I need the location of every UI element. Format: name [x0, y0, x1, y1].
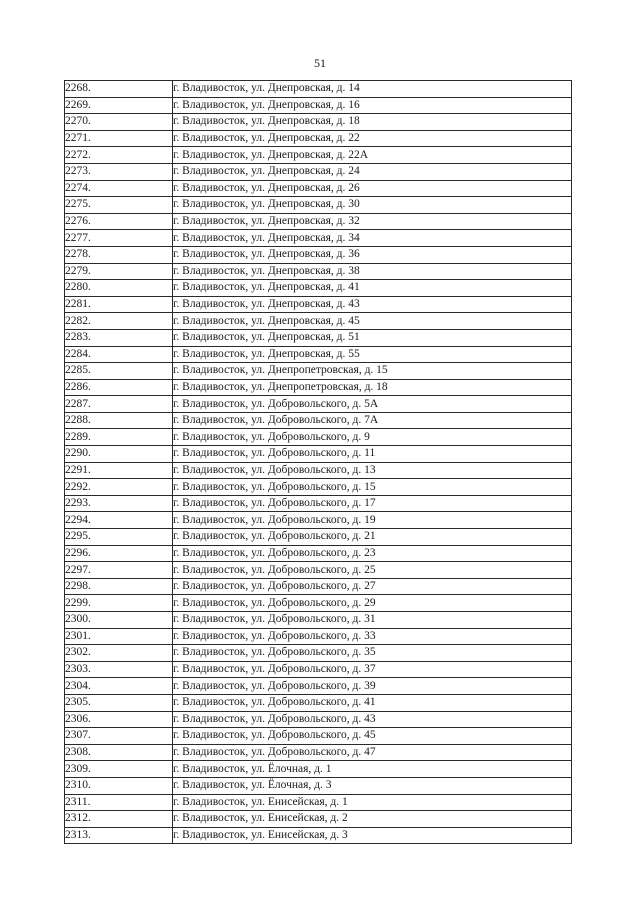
row-number: 2306.: [65, 711, 173, 728]
row-address: г. Владивосток, ул. Днепровская, д. 43: [173, 296, 572, 313]
row-number: 2312.: [65, 811, 173, 828]
row-number: 2313.: [65, 827, 173, 844]
row-number: 2301.: [65, 628, 173, 645]
row-address: г. Владивосток, ул. Днепровская, д. 16: [173, 97, 572, 114]
table-row: [65, 578, 572, 595]
row-number: 2281.: [65, 296, 173, 313]
table-row: [65, 163, 572, 180]
table-row: [65, 612, 572, 629]
row-address: г. Владивосток, ул. Днепровская, д. 14: [173, 81, 572, 98]
table-row: [65, 280, 572, 297]
table-row: [65, 512, 572, 529]
row-number: 2298.: [65, 578, 173, 595]
table-row: [65, 728, 572, 745]
table-row: [65, 446, 572, 463]
row-address: г. Владивосток, ул. Днепровская, д. 55: [173, 346, 572, 363]
table-row: [65, 744, 572, 761]
row-number: 2282.: [65, 313, 173, 330]
table-row: [65, 296, 572, 313]
row-address: г. Владивосток, ул. Енисейская, д. 2: [173, 811, 572, 828]
row-address: г. Владивосток, ул. Добровольского, д. 17: [173, 495, 572, 512]
row-number: 2272.: [65, 147, 173, 164]
row-address: г. Владивосток, ул. Добровольского, д. 41: [173, 694, 572, 711]
table-row: [65, 313, 572, 330]
row-address: г. Владивосток, ул. Днепропетровская, д. 18: [173, 379, 572, 396]
table-row: [65, 379, 572, 396]
table-row: [65, 97, 572, 114]
row-address: г. Владивосток, ул. Днепровская, д. 45: [173, 313, 572, 330]
row-number: 2289.: [65, 429, 173, 446]
address-table: [64, 80, 572, 844]
row-number: 2293.: [65, 495, 173, 512]
row-address: г. Владивосток, ул. Добровольского, д. 37: [173, 661, 572, 678]
row-address: г. Владивосток, ул. Днепровская, д. 51: [173, 329, 572, 346]
row-number: 2285.: [65, 363, 173, 380]
table-row: [65, 827, 572, 844]
row-number: 2294.: [65, 512, 173, 529]
table-row: [65, 678, 572, 695]
row-number: 2275.: [65, 197, 173, 214]
row-address: г. Владивосток, ул. Днепровская, д. 24: [173, 163, 572, 180]
row-number: 2290.: [65, 446, 173, 463]
row-address: г. Владивосток, ул. Енисейская, д. 3: [173, 827, 572, 844]
row-number: 2276.: [65, 213, 173, 230]
table-row: [65, 114, 572, 131]
row-address: г. Владивосток, ул. Добровольского, д. 33: [173, 628, 572, 645]
table-row: [65, 562, 572, 579]
table-row: [65, 363, 572, 380]
row-address: г. Владивосток, ул. Днепровская, д. 26: [173, 180, 572, 197]
table-row: [65, 246, 572, 263]
table-row: [65, 545, 572, 562]
row-number: 2297.: [65, 562, 173, 579]
row-address: г. Владивосток, ул. Добровольского, д. 13: [173, 462, 572, 479]
row-number: 2277.: [65, 230, 173, 247]
row-address: г. Владивосток, ул. Добровольского, д. 35: [173, 645, 572, 662]
row-address: г. Владивосток, ул. Днепровская, д. 22: [173, 130, 572, 147]
row-number: 2292.: [65, 479, 173, 496]
row-address: г. Владивосток, ул. Добровольского, д. 45: [173, 728, 572, 745]
row-address: г. Владивосток, ул. Добровольского, д. 15: [173, 479, 572, 496]
row-number: 2309.: [65, 761, 173, 778]
page-number: 51: [314, 56, 326, 70]
row-number: 2278.: [65, 246, 173, 263]
row-number: 2310.: [65, 777, 173, 794]
table-row: [65, 761, 572, 778]
row-number: 2286.: [65, 379, 173, 396]
row-address: г. Владивосток, ул. Добровольского, д. 29: [173, 595, 572, 612]
row-number: 2269.: [65, 97, 173, 114]
table-row: [65, 412, 572, 429]
table-row: [65, 777, 572, 794]
address-table-body: [65, 81, 572, 844]
row-address: г. Владивосток, ул. Добровольского, д. 25: [173, 562, 572, 579]
row-number: 2295.: [65, 529, 173, 546]
row-address: г. Владивосток, ул. Енисейская, д. 1: [173, 794, 572, 811]
row-address: г. Владивосток, ул. Ёлочная, д. 3: [173, 777, 572, 794]
table-row: [65, 694, 572, 711]
table-row: [65, 180, 572, 197]
row-address: г. Владивосток, ул. Добровольского, д. 7А: [173, 412, 572, 429]
row-number: 2302.: [65, 645, 173, 662]
table-row: [65, 595, 572, 612]
table-row: [65, 329, 572, 346]
row-address: г. Владивосток, ул. Днепровская, д. 30: [173, 197, 572, 214]
row-address: г. Владивосток, ул. Днепровская, д. 32: [173, 213, 572, 230]
row-address: г. Владивосток, ул. Добровольского, д. 5А: [173, 396, 572, 413]
row-number: 2274.: [65, 180, 173, 197]
table-row: [65, 628, 572, 645]
row-address: г. Владивосток, ул. Днепровская, д. 36: [173, 246, 572, 263]
table-row: [65, 130, 572, 147]
row-number: 2283.: [65, 329, 173, 346]
row-number: 2271.: [65, 130, 173, 147]
table-row: [65, 213, 572, 230]
row-address: г. Владивосток, ул. Добровольского, д. 19: [173, 512, 572, 529]
table-row: [65, 263, 572, 280]
row-number: 2311.: [65, 794, 173, 811]
table-row: [65, 794, 572, 811]
row-address: г. Владивосток, ул. Добровольского, д. 43: [173, 711, 572, 728]
row-number: 2273.: [65, 163, 173, 180]
row-number: 2304.: [65, 678, 173, 695]
table-row: [65, 147, 572, 164]
table-row: [65, 529, 572, 546]
table-row: [65, 230, 572, 247]
table-row: [65, 346, 572, 363]
table-row: [65, 81, 572, 98]
row-address: г. Владивосток, ул. Днепровская, д. 38: [173, 263, 572, 280]
table-row: [65, 479, 572, 496]
row-number: 2296.: [65, 545, 173, 562]
table-row: [65, 661, 572, 678]
row-address: г. Владивосток, ул. Добровольского, д. 27: [173, 578, 572, 595]
table-row: [65, 429, 572, 446]
row-address: г. Владивосток, ул. Днепровская, д. 22А: [173, 147, 572, 164]
row-address: г. Владивосток, ул. Ёлочная, д. 1: [173, 761, 572, 778]
table-row: [65, 811, 572, 828]
row-number: 2300.: [65, 612, 173, 629]
row-number: 2299.: [65, 595, 173, 612]
table-row: [65, 462, 572, 479]
row-number: 2268.: [65, 81, 173, 98]
row-address: г. Владивосток, ул. Днепропетровская, д. 15: [173, 363, 572, 380]
row-address: г. Владивосток, ул. Добровольского, д. 11: [173, 446, 572, 463]
table-row: [65, 197, 572, 214]
row-number: 2284.: [65, 346, 173, 363]
row-number: 2287.: [65, 396, 173, 413]
row-number: 2291.: [65, 462, 173, 479]
row-number: 2280.: [65, 280, 173, 297]
row-number: 2305.: [65, 694, 173, 711]
table-row: [65, 645, 572, 662]
table-row: [65, 396, 572, 413]
row-address: г. Владивосток, ул. Днепровская, д. 41: [173, 280, 572, 297]
row-address: г. Владивосток, ул. Добровольского, д. 23: [173, 545, 572, 562]
row-number: 2303.: [65, 661, 173, 678]
table-row: [65, 495, 572, 512]
row-address: г. Владивосток, ул. Добровольского, д. 39: [173, 678, 572, 695]
row-address: г. Владивосток, ул. Добровольского, д. 31: [173, 612, 572, 629]
row-address: г. Владивосток, ул. Добровольского, д. 47: [173, 744, 572, 761]
row-number: 2288.: [65, 412, 173, 429]
row-address: г. Владивосток, ул. Днепровская, д. 34: [173, 230, 572, 247]
row-address: г. Владивосток, ул. Днепровская, д. 18: [173, 114, 572, 131]
row-number: 2307.: [65, 728, 173, 745]
row-address: г. Владивосток, ул. Добровольского, д. 21: [173, 529, 572, 546]
row-number: 2270.: [65, 114, 173, 131]
table-row: [65, 711, 572, 728]
row-number: 2279.: [65, 263, 173, 280]
row-address: г. Владивосток, ул. Добровольского, д. 9: [173, 429, 572, 446]
row-number: 2308.: [65, 744, 173, 761]
